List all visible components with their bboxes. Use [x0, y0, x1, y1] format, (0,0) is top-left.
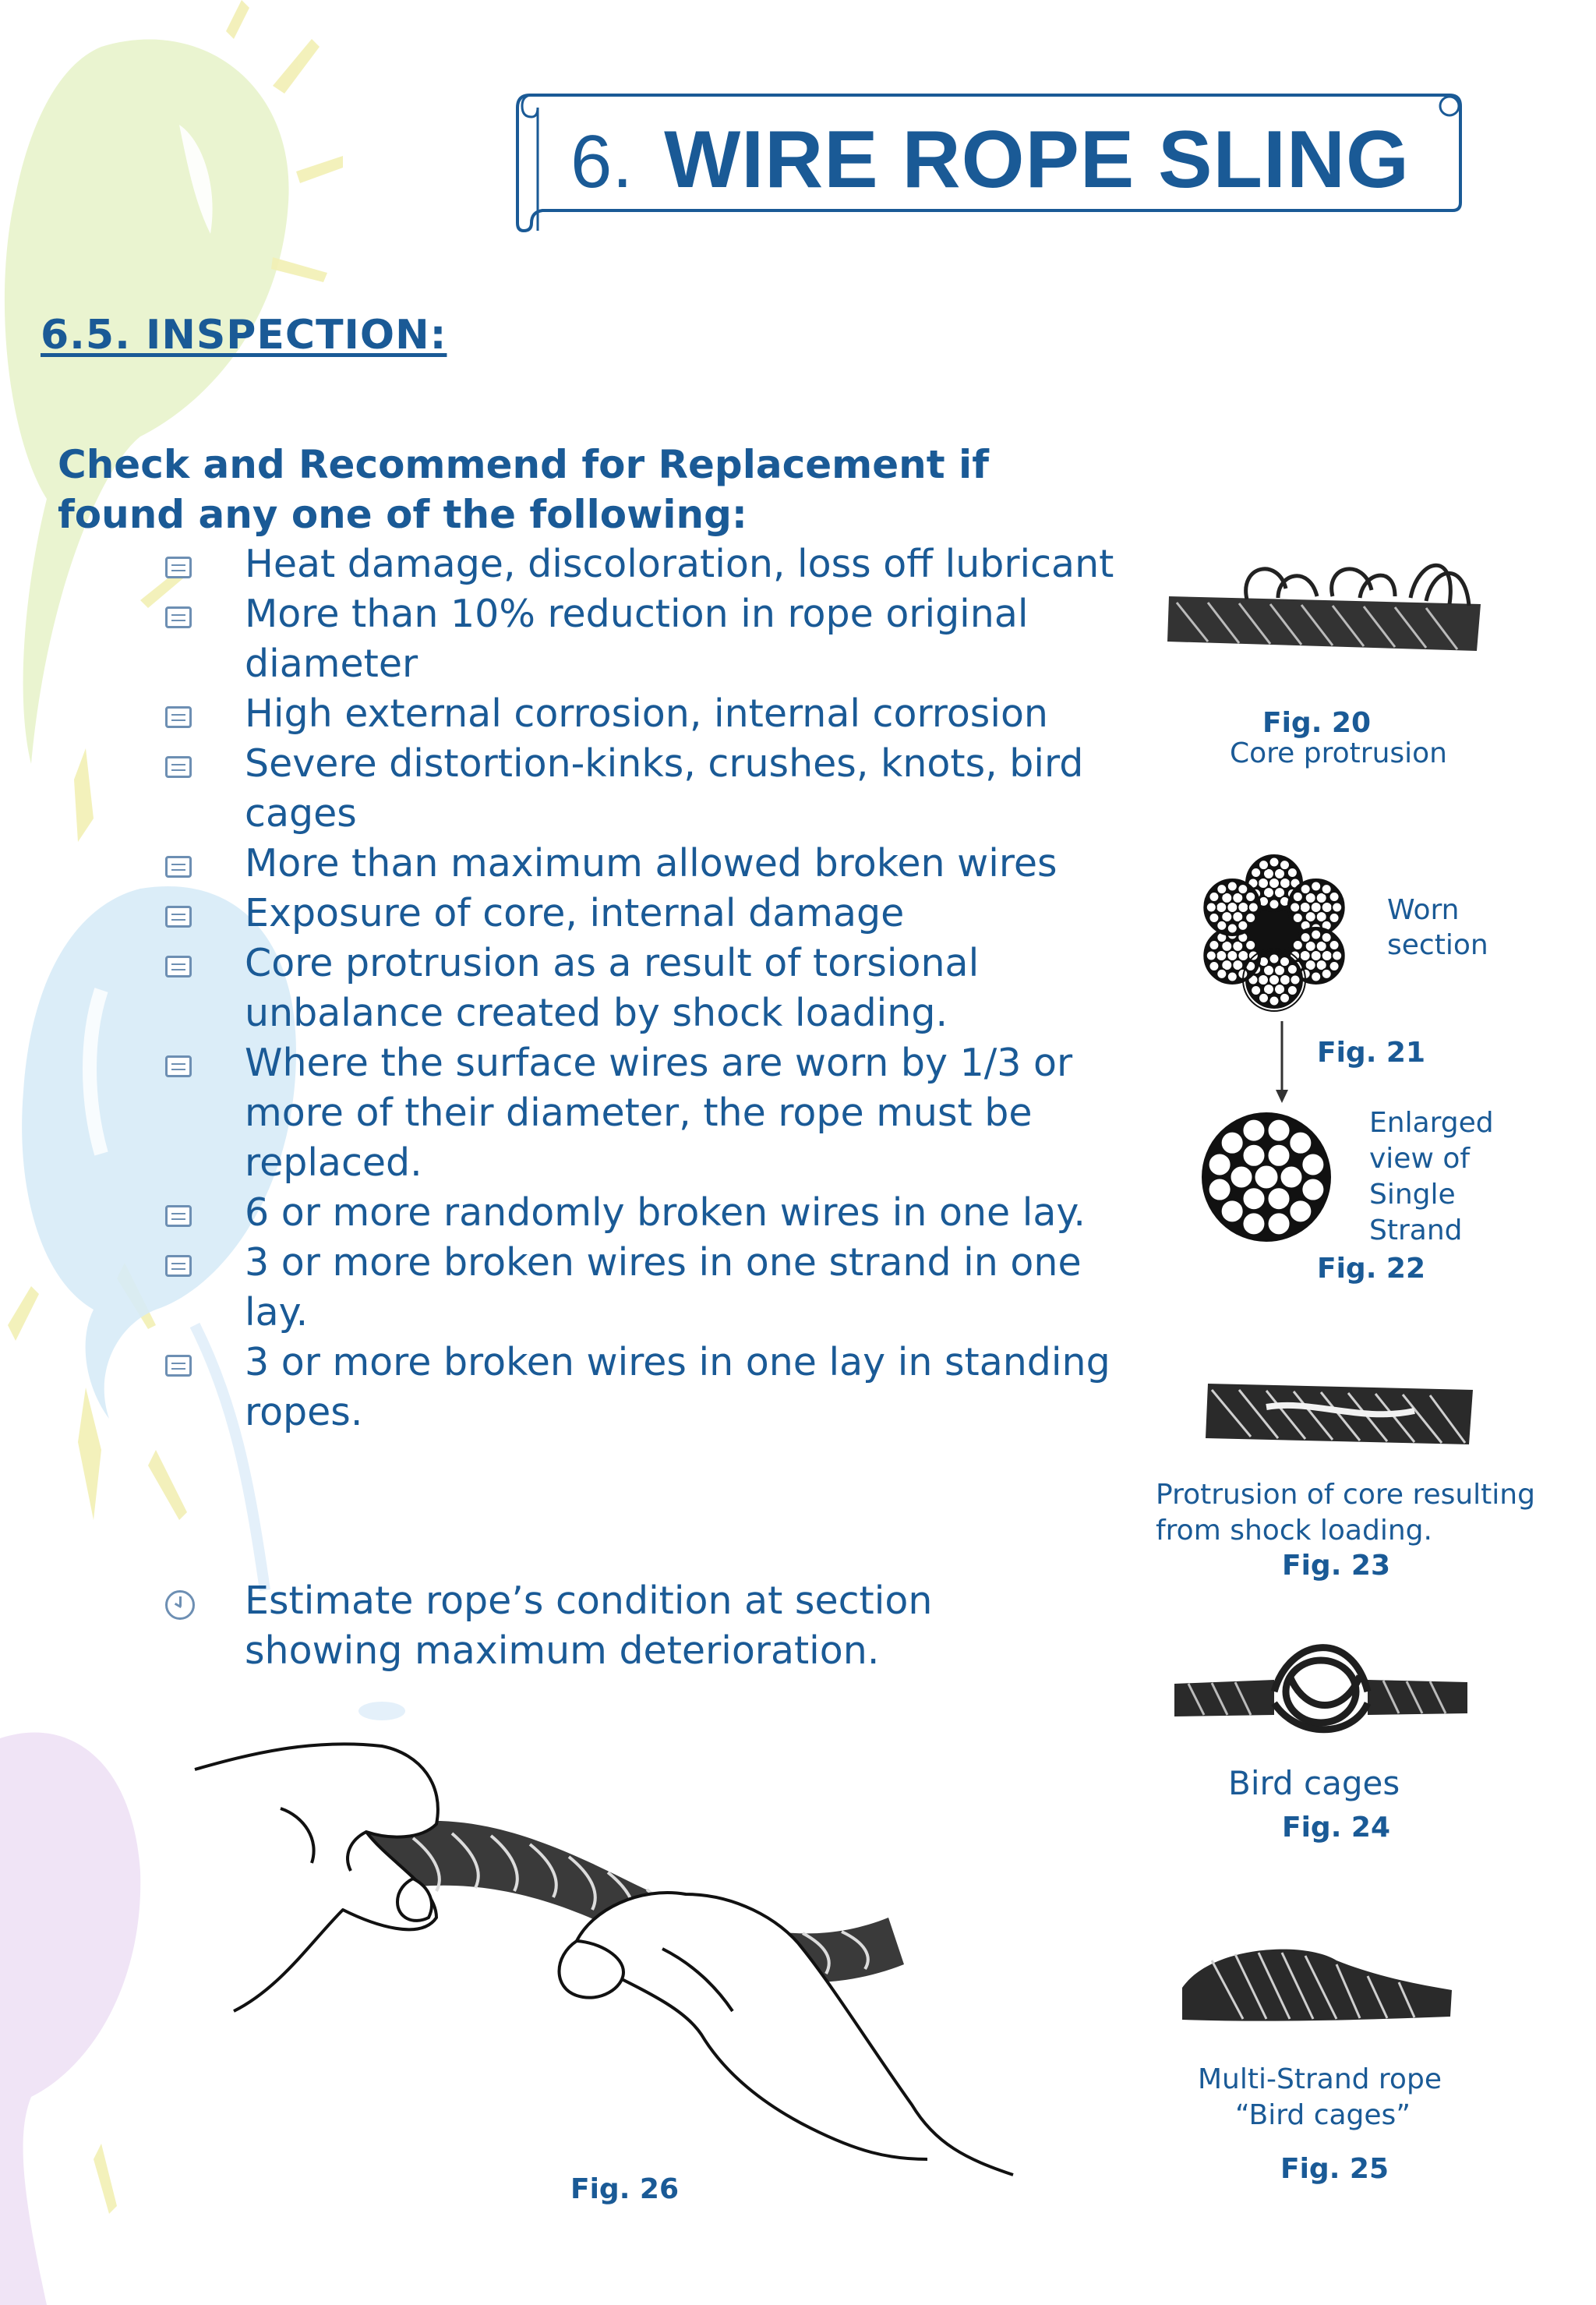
list-bullet-icon: [165, 1255, 192, 1277]
wire-circle: [1290, 903, 1300, 913]
wire-circle: [1259, 993, 1269, 1003]
fig21-label: Fig. 21: [1317, 1037, 1426, 1069]
wire-circle: [1242, 1119, 1266, 1142]
fig22-caption-line-1: Enlarged: [1369, 1107, 1494, 1139]
criteria-line: 3 or more broken wires in one lay in standing: [245, 1340, 1110, 1384]
wire-circle: [1301, 1153, 1325, 1176]
wire-circle: [1293, 940, 1303, 950]
fig26-label: Fig. 26: [570, 2173, 680, 2205]
wire-circle: [1208, 1178, 1231, 1201]
wire-circle: [1301, 1178, 1325, 1201]
wire-circle: [1238, 884, 1248, 894]
wire-circle: [1267, 1144, 1291, 1167]
wire-circle: [1227, 882, 1238, 892]
fig24-label: Fig. 24: [1282, 1812, 1391, 1844]
estimate-line-1: Estimate rope’s condition at section: [245, 1579, 933, 1623]
criteria-line: more of their diameter, the rope must be: [245, 1091, 1033, 1135]
wire-circle: [1209, 892, 1219, 902]
fig23-label: Fig. 23: [1282, 1550, 1391, 1582]
fig20-rope-illustration: [1161, 542, 1488, 666]
list-bullet-icon: [165, 1205, 192, 1227]
intro-line-2: found any one of the following:: [58, 492, 747, 537]
wire-circle: [1293, 913, 1303, 923]
wire-circle: [1245, 913, 1255, 923]
wire-circle: [1248, 903, 1259, 913]
criteria-text: [245, 1338, 1258, 1437]
criteria-line: More than maximum allowed broken wires: [245, 841, 1058, 886]
arrow-down-icon: [1270, 1021, 1294, 1107]
criteria-text: [245, 689, 1258, 739]
criteria-text: [245, 739, 1258, 839]
fig21-cross-section: [1188, 850, 1360, 1029]
wire-circle: [1280, 860, 1290, 870]
criteria-line: ropes.: [245, 1390, 363, 1434]
wire-circle: [1242, 1144, 1266, 1167]
fig24-birdcage-illustration: [1173, 1629, 1469, 1738]
list-bullet-icon: [165, 1355, 192, 1377]
fig25-multistrand-illustration: [1181, 1945, 1453, 2031]
intro-line-1: Check and Recommend for Replacement if: [58, 442, 989, 487]
criteria-line: Severe distortion-kinks, crushes, knots, bird: [245, 741, 1084, 786]
purple-balloon-decoration: [0, 1732, 140, 2305]
estimate-text: [245, 1576, 1180, 1676]
wire-circle: [1301, 932, 1311, 942]
section-heading: 6.5. INSPECTION:: [41, 312, 447, 359]
wire-circle: [1209, 940, 1219, 950]
wire-circle: [1216, 921, 1227, 931]
wire-circle: [1254, 1165, 1279, 1190]
list-bullet-icon: [165, 606, 192, 628]
wire-circle: [1206, 951, 1216, 961]
fig20-label: Fig. 20: [1262, 707, 1372, 739]
criteria-text: [245, 939, 1258, 1038]
wire-circle: [1245, 940, 1255, 950]
wire-circle: [1245, 892, 1255, 902]
criteria-line: unbalance created by shock loading.: [245, 991, 948, 1035]
criteria-line: diameter: [245, 642, 418, 686]
fig25-label: Fig. 25: [1280, 2153, 1389, 2185]
wire-circle: [1291, 975, 1301, 985]
wire-circle: [1329, 913, 1340, 923]
fig23-caption-line-1: Protrusion of core resulting: [1156, 1479, 1535, 1511]
list-bullet-icon: [165, 1055, 192, 1077]
clock-icon: [165, 1590, 195, 1620]
criteria-line: 3 or more broken wires in one strand in one: [245, 1240, 1082, 1285]
wire-circle: [1208, 1153, 1231, 1176]
wire-circle: [1242, 1187, 1266, 1211]
wire-circle: [1230, 1165, 1253, 1189]
wire-circle: [1287, 985, 1298, 995]
fig22-caption-line-2: view of: [1369, 1143, 1471, 1175]
wire-circle: [1280, 1165, 1303, 1189]
criteria-text: [245, 1038, 1258, 1188]
wire-circle: [1322, 884, 1332, 894]
list-bullet-icon: [165, 906, 192, 928]
criteria-text: [245, 1238, 1258, 1338]
wire-circle: [1287, 964, 1298, 974]
fig22-caption: [1369, 1105, 1494, 1249]
criteria-text: [245, 589, 1258, 689]
criteria-line: cages: [245, 791, 357, 836]
wire-circle: [1289, 1200, 1312, 1223]
wire-circle: [1293, 892, 1303, 902]
wire-circle: [1269, 954, 1280, 964]
wire-circle: [1269, 900, 1280, 910]
wire-circle: [1301, 884, 1311, 894]
wire-circle: [1227, 924, 1238, 934]
criteria-line: 6 or more randomly broken wires in one lay.: [245, 1190, 1086, 1235]
list-bullet-icon: [165, 956, 192, 978]
criteria-line: lay.: [245, 1290, 309, 1335]
fig22-caption-line-3: Single: [1369, 1179, 1456, 1211]
wire-circle: [1322, 932, 1332, 942]
criteria-line: Core protrusion as a result of torsional: [245, 941, 980, 985]
fig21-caption-line-1: Worn: [1387, 894, 1460, 926]
criteria-line: Heat damage, discoloration, loss off lubricant: [245, 542, 1114, 586]
fig25-caption-line-2: “Bird cages”: [1235, 2099, 1411, 2131]
criteria-text: [245, 1188, 1258, 1238]
wire-circle: [1220, 1200, 1244, 1223]
fig22-caption-line-4: Strand: [1369, 1214, 1463, 1246]
title-banner: [514, 86, 1465, 234]
criteria-line: Where the surface wires are worn by 1/3 or: [245, 1041, 1073, 1085]
list-bullet-icon: [165, 856, 192, 878]
wire-circle: [1242, 1212, 1266, 1236]
fig23-caption-line-2: from shock loading.: [1156, 1515, 1432, 1547]
wire-circle: [1332, 951, 1342, 961]
intro-text: [58, 440, 993, 539]
wire-circle: [1216, 884, 1227, 894]
wire-circle: [1251, 985, 1261, 995]
fig21-caption-line-2: section: [1387, 929, 1488, 961]
wire-circle: [1209, 961, 1219, 971]
wire-circle: [1311, 930, 1321, 940]
fig22-label: Fig. 22: [1317, 1253, 1426, 1285]
wire-circle: [1267, 1119, 1291, 1142]
fig22-strand: [1188, 1107, 1360, 1247]
criteria-text: [245, 539, 1258, 589]
wire-circle: [1216, 969, 1227, 979]
wire-circle: [1209, 913, 1219, 923]
wire-circle: [1251, 868, 1261, 878]
wire-circle: [1206, 903, 1216, 913]
wire-circle: [1259, 860, 1269, 870]
wire-circle: [1311, 882, 1321, 892]
fig26-hands-illustration: [187, 1738, 1029, 2175]
criteria-line: Exposure of core, internal damage: [245, 891, 905, 935]
criteria-line: replaced.: [245, 1140, 422, 1185]
criteria-line: High external corrosion, internal corrosion: [245, 691, 1048, 736]
wire-circle: [1267, 1212, 1291, 1236]
wire-circle: [1329, 892, 1340, 902]
wire-circle: [1322, 969, 1332, 979]
wire-circle: [1289, 1131, 1312, 1154]
list-bullet-icon: [165, 706, 192, 728]
wire-circle: [1269, 857, 1280, 868]
fig25-caption-line-1: Multi-Strand rope: [1198, 2063, 1442, 2095]
wire-circle: [1329, 940, 1340, 950]
wire-circle: [1280, 993, 1290, 1003]
fig20-caption: Core protrusion: [1230, 737, 1447, 769]
chapter-number: 6.: [570, 120, 634, 203]
wire-circle: [1220, 1131, 1244, 1154]
fig24-caption: Bird cages: [1228, 1764, 1400, 1802]
wire-circle: [1332, 903, 1342, 913]
wire-circle: [1280, 956, 1290, 967]
wire-circle: [1269, 996, 1280, 1006]
criteria-text: [245, 839, 1258, 889]
criteria-text: [245, 889, 1258, 939]
page-title: WIRE ROPE SLING: [664, 115, 1410, 205]
wire-circle: [1311, 972, 1321, 982]
fig23-rope-illustration: [1204, 1376, 1477, 1454]
wire-circle: [1287, 868, 1298, 878]
estimate-line-2: showing maximum deterioration.: [245, 1628, 880, 1673]
wire-circle: [1238, 921, 1248, 931]
wire-circle: [1329, 961, 1340, 971]
wire-circle: [1227, 972, 1238, 982]
criteria-line: More than 10% reduction in rope original: [245, 592, 1029, 636]
list-bullet-icon: [165, 557, 192, 578]
list-bullet-icon: [165, 756, 192, 778]
wire-circle: [1267, 1187, 1291, 1211]
